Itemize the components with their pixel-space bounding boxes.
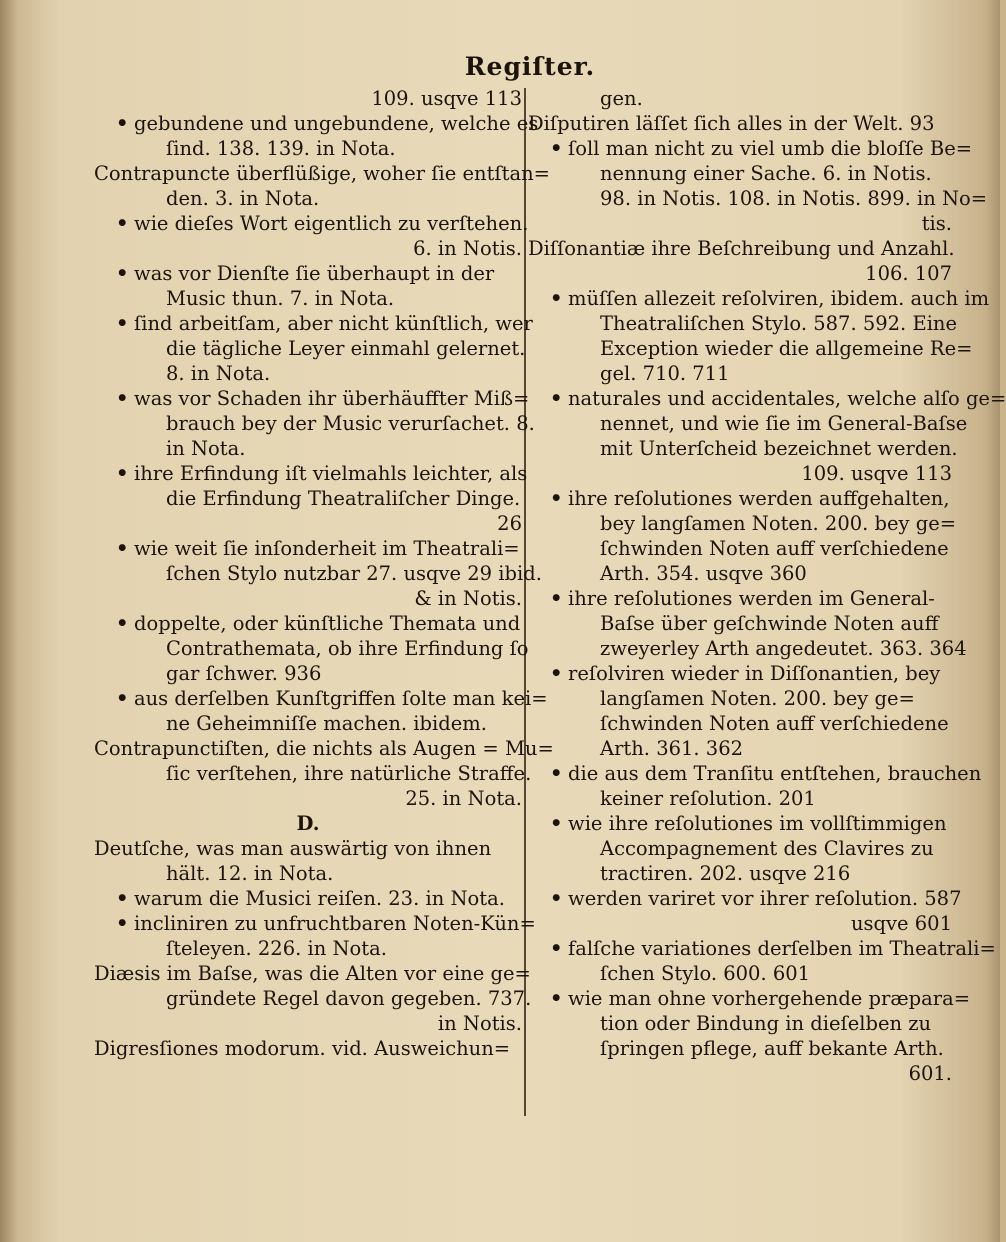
index-line [528, 161, 952, 186]
line-text: Contrathemata, ob ihre Erfindung ſo [166, 637, 529, 660]
index-line [528, 886, 962, 911]
index-line [528, 836, 952, 861]
index-line [94, 711, 522, 736]
index-line [94, 236, 522, 261]
line-text: 106. 107 [865, 262, 952, 285]
header-title: Regiſter. [464, 52, 596, 81]
line-text: in Nota. [166, 437, 246, 460]
index-line [94, 661, 522, 686]
index-line [528, 786, 952, 811]
index-line [94, 811, 522, 836]
line-text: Digresſiones modorum. vid. Ausweichun= [94, 1037, 511, 1060]
index-line [94, 861, 522, 886]
line-text: ſic verſtehen, ihre natürliche Straffe. [166, 762, 532, 785]
line-text: ne Geheimniſſe machen. ibidem. [166, 712, 487, 735]
index-line [94, 786, 522, 811]
line-text: 26 [497, 512, 522, 535]
line-text: Contrapunctiſten, die nichts als Augen = Mu= [94, 737, 554, 760]
index-line [528, 661, 952, 686]
index-line [94, 161, 551, 186]
index-line [528, 986, 971, 1011]
index-line [94, 211, 529, 236]
index-line [528, 586, 952, 611]
index-line [94, 986, 532, 1011]
entry-marker: • [116, 537, 129, 560]
index-line [528, 136, 973, 161]
entry-marker: • [550, 937, 563, 960]
index-line [528, 86, 952, 111]
index-line [94, 561, 542, 586]
index-line [528, 711, 952, 736]
index-line [528, 111, 952, 136]
line-text: ſteleyen. 226. in Nota. [166, 937, 387, 960]
index-line [528, 1011, 952, 1036]
entry-marker: • [116, 387, 129, 410]
line-text: 6. in Notis. [413, 237, 522, 260]
line-text: & in Notis. [414, 587, 522, 610]
index-line [94, 586, 522, 611]
index-line [94, 936, 522, 961]
entry-marker: • [550, 662, 563, 685]
index-line [528, 386, 1006, 411]
index-line [528, 761, 982, 786]
entry-marker: • [550, 887, 563, 910]
index-line [528, 861, 952, 886]
index-line [528, 561, 952, 586]
running-header [0, 52, 1000, 81]
index-line [528, 636, 967, 661]
index-line [528, 461, 952, 486]
line-text: ihre Erfindung iſt vielmahls leichter, als [134, 462, 528, 485]
line-text: Baſse über geſchwinde Noten auff [600, 612, 939, 635]
line-text: die Erfindung Theatraliſcher Dinge. [166, 487, 521, 510]
entry-marker: • [550, 287, 563, 310]
line-text: ſpringen pflege, auff bekante Arth. [600, 1037, 944, 1060]
line-text: falſche variationes derſelben im Theatrali= [568, 937, 996, 960]
entry-marker: • [116, 687, 129, 710]
index-line [528, 286, 990, 311]
index-line [94, 286, 522, 311]
index-line [528, 211, 952, 236]
index-line [94, 886, 522, 911]
line-text: wie weit ſie inſonderheit im Theatrali= [134, 537, 520, 560]
index-line [94, 686, 548, 711]
index-line [528, 436, 958, 461]
line-text: ſchen Stylo. 600. 601 [600, 962, 811, 985]
left-column [94, 86, 554, 1061]
line-text: wie dieſes Wort eigentlich zu verſtehen. [134, 212, 529, 235]
entry-marker: • [550, 137, 563, 160]
line-text: die tägliche Leyer einmahl gelernet. [166, 337, 526, 360]
line-text: mit Unterſcheid bezeichnet werden. [600, 437, 958, 460]
entry-marker: • [116, 612, 129, 635]
line-text: ſind arbeitſam, aber nicht künſtlich, wer [134, 312, 533, 335]
index-line [94, 361, 522, 386]
line-text: gründete Regel davon gegeben. 737. [166, 987, 532, 1010]
line-text: Music thun. 7. in Nota. [166, 287, 395, 310]
index-line [94, 736, 554, 761]
line-text: D. [296, 812, 320, 835]
line-text: die aus dem Tranſitu entſtehen, brauchen [568, 762, 982, 785]
line-text: in Notis. [437, 1012, 522, 1035]
index-line [528, 736, 952, 761]
line-text: incliniren zu unfruchtbaren Noten-Kün= [134, 912, 536, 935]
line-text: 98. in Notis. 108. in Notis. 899. in No= [600, 187, 988, 210]
index-line [94, 961, 531, 986]
line-text: Diæsis im Baſse, was die Alten vor eine ge= [94, 962, 531, 985]
line-text: brauch bey der Music verurſachet. 8. [166, 412, 535, 435]
index-line [94, 611, 522, 636]
line-text: ihre reſolutiones werden auffgehalten, [568, 487, 950, 510]
line-text: doppelte, oder künſtliche Themata und [134, 612, 521, 635]
entry-marker: • [550, 487, 563, 510]
line-text: Diſſonantiæ ihre Beſchreibung und Anzahl. [528, 237, 955, 260]
index-line [528, 236, 955, 261]
line-text: gebundene und ungebundene, welche es [134, 112, 539, 135]
index-line [528, 961, 952, 986]
line-text: Deutſche, was man auswärtig von ihnen [94, 837, 492, 860]
index-line [94, 836, 522, 861]
line-text: werden variret vor ihrer reſolution. 587 [568, 887, 962, 910]
entry-marker: • [550, 587, 563, 610]
line-text: ſind. 138. 139. in Nota. [166, 137, 396, 160]
right-column [528, 86, 1006, 1086]
index-line [94, 186, 522, 211]
index-line [528, 511, 957, 536]
line-text: aus derſelben Kunſtgriffen ſolte man kei= [134, 687, 548, 710]
line-text: Diſputiren läſſet ſich alles in der Welt. 93 [528, 112, 935, 135]
line-text: langſamen Noten. 200. bey ge= [600, 687, 915, 710]
line-text: was vor Dienſte ſie überhaupt in der [134, 262, 495, 285]
line-text: 8. in Nota. [166, 362, 271, 385]
line-text: 601. [908, 1062, 952, 1085]
entry-marker: • [116, 212, 129, 235]
line-text: ſchwinden Noten auff verſchiedene [600, 712, 949, 735]
index-line [94, 636, 529, 661]
entry-marker: • [116, 462, 129, 485]
index-line [528, 536, 952, 561]
index-line [94, 336, 526, 361]
index-line [528, 611, 952, 636]
index-line [528, 311, 958, 336]
index-line [528, 261, 952, 286]
line-text: müſſen allezeit reſolviren, ibidem. auch im [568, 287, 990, 310]
line-text: nennet, und wie ſie im General-Baſse [600, 412, 968, 435]
line-text: warum die Musici reiſen. 23. in Nota. [134, 887, 505, 910]
index-line [94, 761, 532, 786]
line-text: naturales und accidentales, welche alſo ge= [568, 387, 1006, 410]
index-line [528, 486, 952, 511]
index-line [94, 911, 536, 936]
entry-marker: • [550, 387, 563, 410]
line-text: gar ſchwer. 936 [166, 662, 322, 685]
index-line [94, 111, 539, 136]
line-text: bey langſamen Noten. 200. bey ge= [600, 512, 957, 535]
line-text: wie ihre reſolutiones im vollſtimmigen [568, 812, 947, 835]
line-text: gel. 710. 711 [600, 362, 730, 385]
index-line [94, 86, 522, 111]
line-text: ſoll man nicht zu viel umb die bloſſe Be= [568, 137, 973, 160]
line-text: Arth. 361. 362 [600, 737, 744, 760]
line-text: Exception wieder die allgemeine Re= [600, 337, 973, 360]
index-line [94, 511, 522, 536]
index-line [528, 361, 952, 386]
line-text: nennung einer Sache. 6. in Notis. [600, 162, 932, 185]
line-text: Theatraliſchen Stylo. 587. 592. Eine [600, 312, 958, 335]
index-line [94, 136, 522, 161]
index-line [528, 911, 952, 936]
index-line [528, 1061, 952, 1086]
line-text: 25. in Nota. [405, 787, 522, 810]
index-line [94, 461, 528, 486]
entry-marker: • [550, 987, 563, 1010]
line-text: gen. [600, 87, 643, 110]
index-line [94, 486, 522, 511]
entry-marker: • [116, 887, 129, 910]
line-text: ihre reſolutiones werden im General- [568, 587, 935, 610]
line-text: keiner reſolution. 201 [600, 787, 816, 810]
line-text: was vor Schaden ihr überhäuffter Miß= [134, 387, 530, 410]
index-line [94, 261, 522, 286]
entry-marker: • [116, 912, 129, 935]
line-text: tractiren. 202. usqve 216 [600, 862, 851, 885]
index-line [528, 186, 988, 211]
line-text: tis. [921, 212, 952, 235]
entry-marker: • [550, 762, 563, 785]
line-text: Arth. 354. usqve 360 [600, 562, 807, 585]
index-line [94, 436, 522, 461]
entry-marker: • [116, 262, 129, 285]
entry-marker: • [116, 112, 129, 135]
line-text: wie man ohne vorhergehende præpara= [568, 987, 971, 1010]
line-text: Accompagnement des Clavires zu [600, 837, 934, 860]
line-text: ſchen Stylo nutzbar 27. usqve 29 ibid. [166, 562, 542, 585]
line-text: 109. usqve 113 [371, 87, 522, 110]
index-line [528, 936, 996, 961]
index-line [528, 411, 968, 436]
index-line [528, 811, 952, 836]
line-text: reſolviren wieder in Diſſonantien, bey [568, 662, 941, 685]
index-line [94, 536, 522, 561]
index-line [94, 311, 533, 336]
index-line [94, 411, 535, 436]
index-line [94, 1011, 522, 1036]
entry-marker: • [116, 312, 129, 335]
line-text: den. 3. in Nota. [166, 187, 320, 210]
line-text: 109. usqve 113 [801, 462, 952, 485]
index-line [528, 1036, 952, 1061]
line-text: usqve 601 [850, 912, 952, 935]
entry-marker: • [550, 812, 563, 835]
index-line [528, 686, 952, 711]
line-text: Contrapuncte überflüßige, woher ſie entſtan= [94, 162, 551, 185]
line-text: tion oder Bindung in dieſelben zu [600, 1012, 932, 1035]
line-text: hält. 12. in Nota. [166, 862, 334, 885]
line-text: ſchwinden Noten auff verſchiedene [600, 537, 949, 560]
index-line [94, 386, 530, 411]
index-line [94, 1036, 522, 1061]
index-line [528, 336, 973, 361]
line-text: zweyerley Arth angedeutet. 363. 364 [600, 637, 967, 660]
